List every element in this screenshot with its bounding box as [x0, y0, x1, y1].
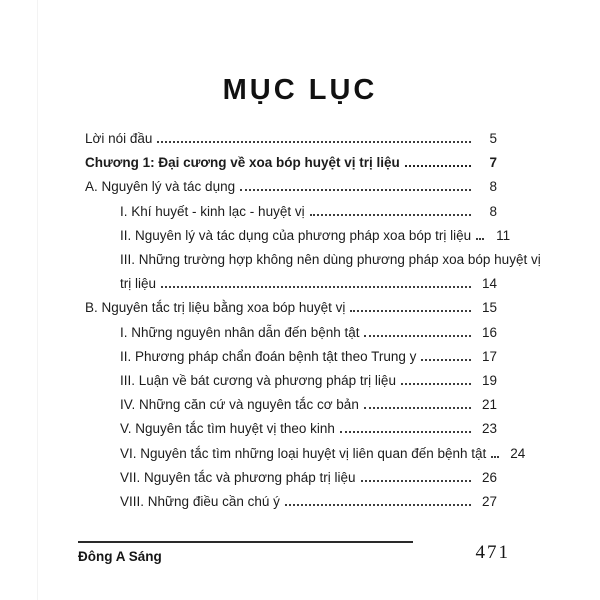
- toc-entry-page: 14: [481, 276, 497, 292]
- dot-leader: [157, 141, 471, 143]
- toc-entry: [85, 296, 497, 320]
- toc-entry-page: 16: [481, 324, 497, 340]
- toc-entry-label: A. Nguyên lý và tác dụng: [85, 179, 236, 195]
- toc-entry-label: trị liệu: [120, 276, 157, 292]
- dot-leader: [285, 504, 471, 506]
- toc-entry: [85, 417, 497, 441]
- toc-entry-page: 8: [489, 203, 497, 219]
- toc-entry-page: 24: [510, 445, 526, 461]
- toc-entry-label: II. Nguyên lý và tác dụng của phương pháp xoa bóp trị liệu: [120, 227, 472, 243]
- publisher-imprint: Đông A Sáng: [78, 549, 162, 564]
- page-number: 471: [475, 542, 510, 563]
- toc-list: [85, 127, 541, 514]
- toc-entry-page: 15: [481, 300, 497, 316]
- toc-entry: [85, 442, 526, 466]
- toc-entry-label: B. Nguyên tắc trị liệu bằng xoa bóp huyệt vị: [85, 300, 346, 316]
- dot-leader: [350, 310, 471, 312]
- dot-leader: [364, 407, 471, 409]
- toc-entry: [85, 393, 497, 417]
- dot-leader: [161, 286, 471, 288]
- toc-entry-label: Chương 1: Đại cương về xoa bóp huyệt vị trị liệu: [85, 155, 400, 171]
- dot-leader: [405, 165, 471, 167]
- dot-leader: [310, 214, 471, 216]
- toc-entry: [85, 175, 497, 199]
- toc-entry-continuation: [85, 272, 497, 296]
- toc-entry-page: 5: [489, 131, 497, 146]
- toc-entry-page: 21: [481, 397, 497, 413]
- toc-entry: [85, 224, 511, 248]
- toc-entry: [85, 321, 497, 345]
- toc-entry-label: III. Luận về bát cương và phương pháp trị liệu: [120, 373, 396, 389]
- toc-entry: [85, 345, 497, 369]
- toc-entry-page: 7: [489, 155, 497, 171]
- dot-leader: [401, 383, 471, 385]
- dot-leader: [240, 189, 471, 191]
- toc-entry-page: 8: [489, 179, 497, 195]
- toc-entry-page: 17: [481, 348, 497, 364]
- footer-divider: [78, 541, 413, 543]
- toc-entry-page: 23: [481, 421, 497, 437]
- toc-entry-page: 11: [496, 227, 511, 243]
- dot-leader: [340, 431, 471, 433]
- dot-leader: [421, 359, 471, 361]
- toc-entry-label: V. Nguyên tắc tìm huyệt vị theo kinh: [120, 421, 335, 437]
- page-title: MỤC LỤC: [222, 74, 378, 106]
- toc-entry: [85, 127, 497, 151]
- toc-entry-page: 27: [481, 494, 497, 510]
- toc-entry: [85, 369, 497, 393]
- toc-entry-page: 19: [481, 373, 497, 389]
- toc-entry-label: II. Phương pháp chẩn đoán bệnh tật theo Trung y: [120, 348, 417, 364]
- toc-entry-label: I. Khí huyết - kinh lạc - huyệt vị: [120, 203, 305, 219]
- dot-leader: [491, 456, 499, 458]
- toc-entry-label: IV. Những căn cứ và nguyên tắc cơ bản: [120, 397, 359, 413]
- toc-entry-label: Lời nói đầu: [85, 131, 153, 146]
- toc-entry-label: VI. Nguyên tắc tìm những loại huyệt vị liên quan đến bệnh tật: [120, 445, 487, 461]
- toc-entry-page: 26: [481, 469, 497, 485]
- dot-leader: [364, 335, 471, 337]
- toc-entry: [85, 200, 497, 224]
- dot-leader: [476, 238, 484, 240]
- toc-entry-label: I. Những nguyên nhân dẫn đến bệnh tật: [120, 324, 360, 340]
- toc-entry: [85, 466, 497, 490]
- toc-entry: [85, 248, 541, 272]
- toc-entry: [85, 151, 497, 175]
- toc-entry-label: VII. Nguyên tắc và phương pháp trị liệu: [120, 469, 356, 485]
- toc-entry: [85, 490, 497, 514]
- dot-leader: [361, 480, 471, 482]
- toc-entry-label: III. Những trường hợp không nên dùng phương pháp xoa bóp huyệt vị: [120, 252, 541, 268]
- toc-entry-label: VIII. Những điều cần chú ý: [120, 494, 280, 510]
